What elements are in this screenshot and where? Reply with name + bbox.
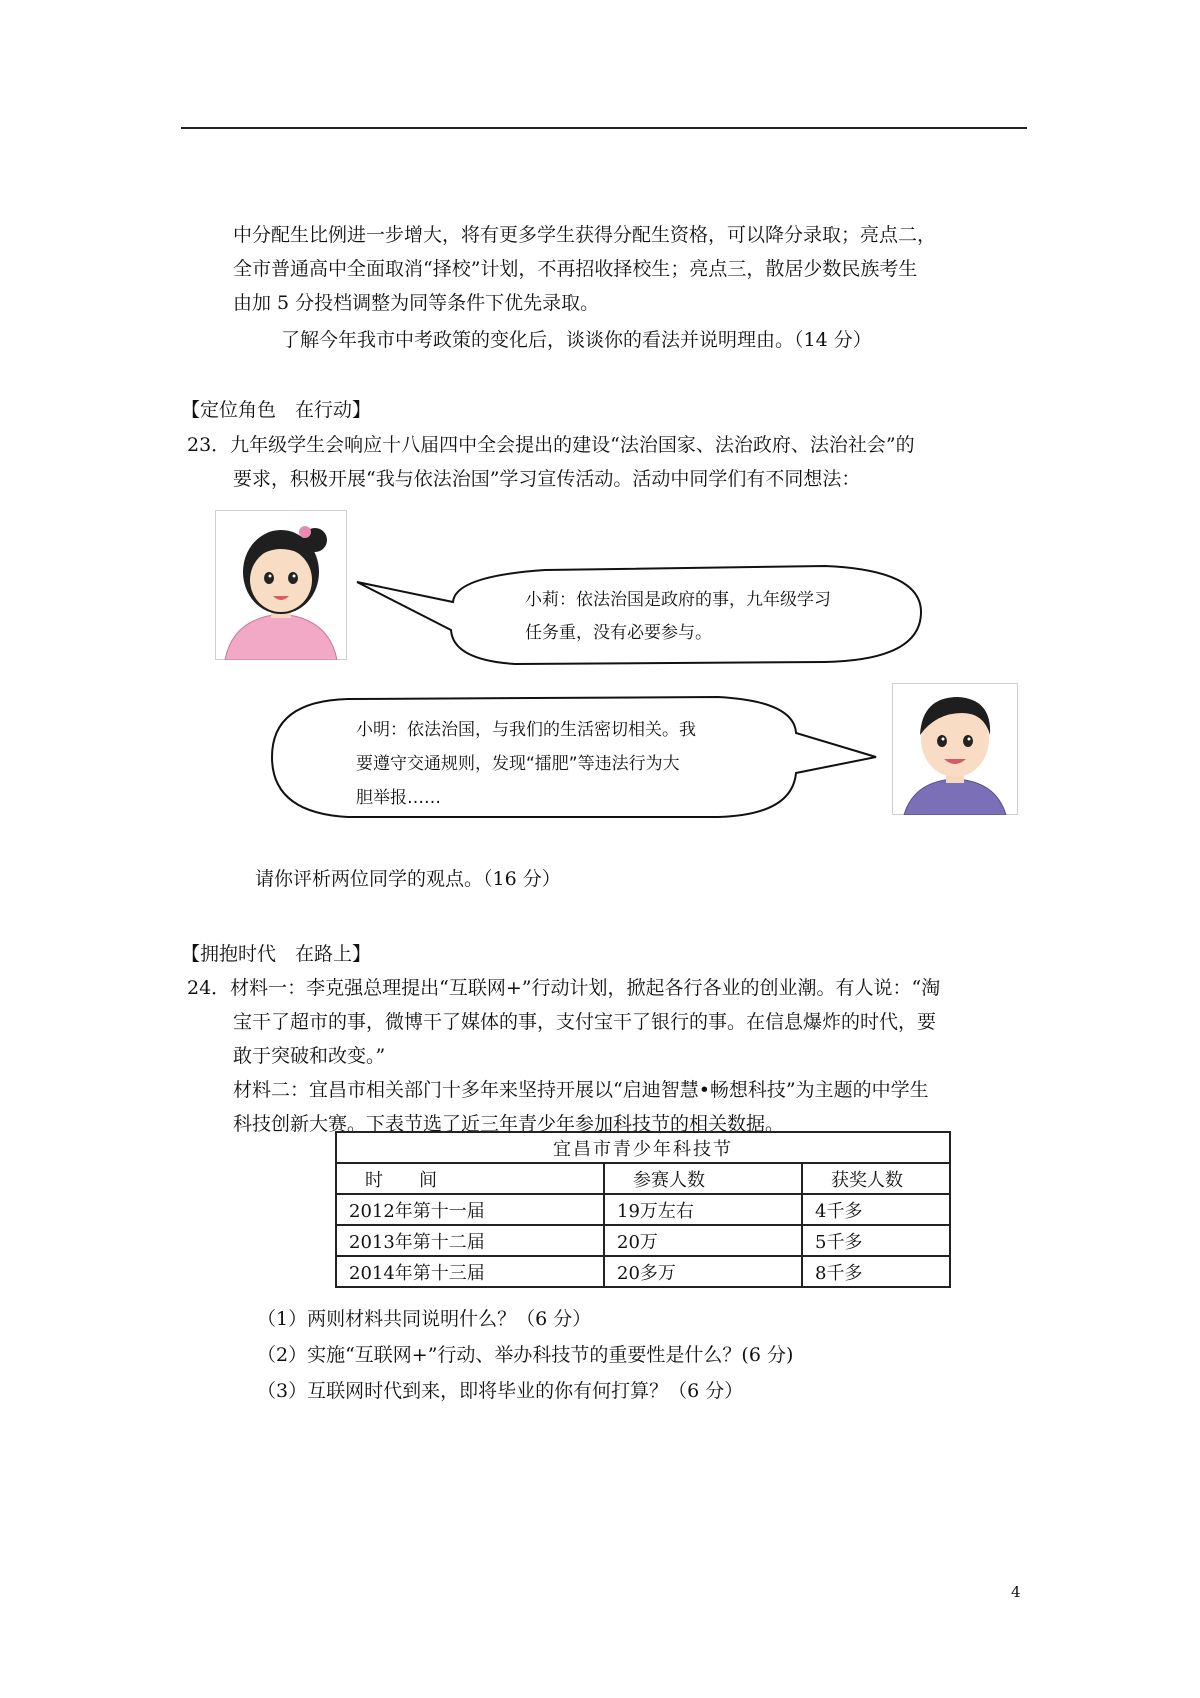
table-row xyxy=(336,1194,950,1225)
table-header: 参赛人数 xyxy=(604,1163,802,1194)
page-number: 4 xyxy=(1011,1583,1021,1601)
science-festival-table xyxy=(335,1131,951,1288)
bubble1-line: 小莉：依法治国是政府的事，九年级学习 xyxy=(525,590,831,610)
sub-question: （3）互联网时代到来，即将毕业的你有何打算？（6 分） xyxy=(257,1380,744,1402)
table-header-row xyxy=(336,1163,950,1194)
table-row xyxy=(336,1256,950,1287)
table-header: 时 间 xyxy=(336,1163,604,1194)
section-title: 【拥抱时代 在路上】 xyxy=(181,943,372,965)
header-rule xyxy=(181,127,1027,129)
table-cell: 5千多 xyxy=(802,1225,950,1256)
table-cell: 2013年第十二届 xyxy=(336,1225,604,1256)
q23-prompt: 请你评析两位同学的观点。（16 分） xyxy=(255,868,561,890)
bubble2-line: 小明：依法治国，与我们的生活密切相关。我 xyxy=(356,720,696,740)
bubble1-line: 任务重，没有必要参与。 xyxy=(525,623,712,643)
table-cell: 2012年第十一届 xyxy=(336,1194,604,1225)
table-cell: 8千多 xyxy=(802,1256,950,1287)
q24-line: 24．材料一：李克强总理提出“互联网+”行动计划，掀起各行各业的创业潮。有人说：“淘 xyxy=(187,977,941,999)
girl-illustration xyxy=(215,510,347,660)
section-title: 【定位角色 在行动】 xyxy=(181,399,372,421)
para-line: 由加 5 分投档调整为同等条件下优先录取。 xyxy=(233,292,600,314)
q23-line: 要求，积极开展“我与依法治国”学习宣传活动。活动中同学们有不同想法： xyxy=(233,468,861,490)
q24-line: 宝干了超市的事，微博干了媒体的事，支付宝干了银行的事。在信息爆炸的时代，要 xyxy=(233,1011,937,1033)
q24-line: 科技创新大赛。下表节选了近三年青少年参加科技节的相关数据。 xyxy=(233,1113,785,1135)
sub-question: （2）实施“互联网+”行动、举办科技节的重要性是什么？(6 分) xyxy=(257,1344,794,1366)
table-caption: 宜昌市青少年科技节 xyxy=(336,1132,950,1163)
q24-line: 材料二：宜昌市相关部门十多年来坚持开展以“启迪智慧•畅想科技”为主题的中学生 xyxy=(233,1079,929,1101)
q24-line: 敢于突破和改变。” xyxy=(233,1045,386,1067)
boy-illustration xyxy=(892,683,1018,815)
table-cell: 20多万 xyxy=(604,1256,802,1287)
q22-prompt: 了解今年我市中考政策的变化后，谈谈你的看法并说明理由。（14 分） xyxy=(281,329,872,351)
sub-question: （1）两则材料共同说明什么？（6 分） xyxy=(257,1308,592,1330)
table-header: 获奖人数 xyxy=(802,1163,950,1194)
bubble2-line: 胆举报…… xyxy=(356,788,441,808)
table-caption-row xyxy=(336,1132,950,1163)
table-cell: 20万 xyxy=(604,1225,802,1256)
bubble2-line: 要遵守交通规则，发现“擂肥”等违法行为大 xyxy=(356,754,680,774)
table-cell: 4千多 xyxy=(802,1194,950,1225)
para-line: 中分配生比例进一步增大，将有更多学生获得分配生资格，可以降分录取；亮点二， xyxy=(233,224,937,246)
table-cell: 19万左右 xyxy=(604,1194,802,1225)
table-cell: 2014年第十三届 xyxy=(336,1256,604,1287)
table-row xyxy=(336,1225,950,1256)
q23-line: 23．九年级学生会响应十八届四中全会提出的建设“法治国家、法治政府、法治社会”的 xyxy=(187,434,915,456)
para-line: 全市普通高中全面取消“择校”计划，不再招收择校生；亮点三，散居少数民族考生 xyxy=(233,258,918,280)
